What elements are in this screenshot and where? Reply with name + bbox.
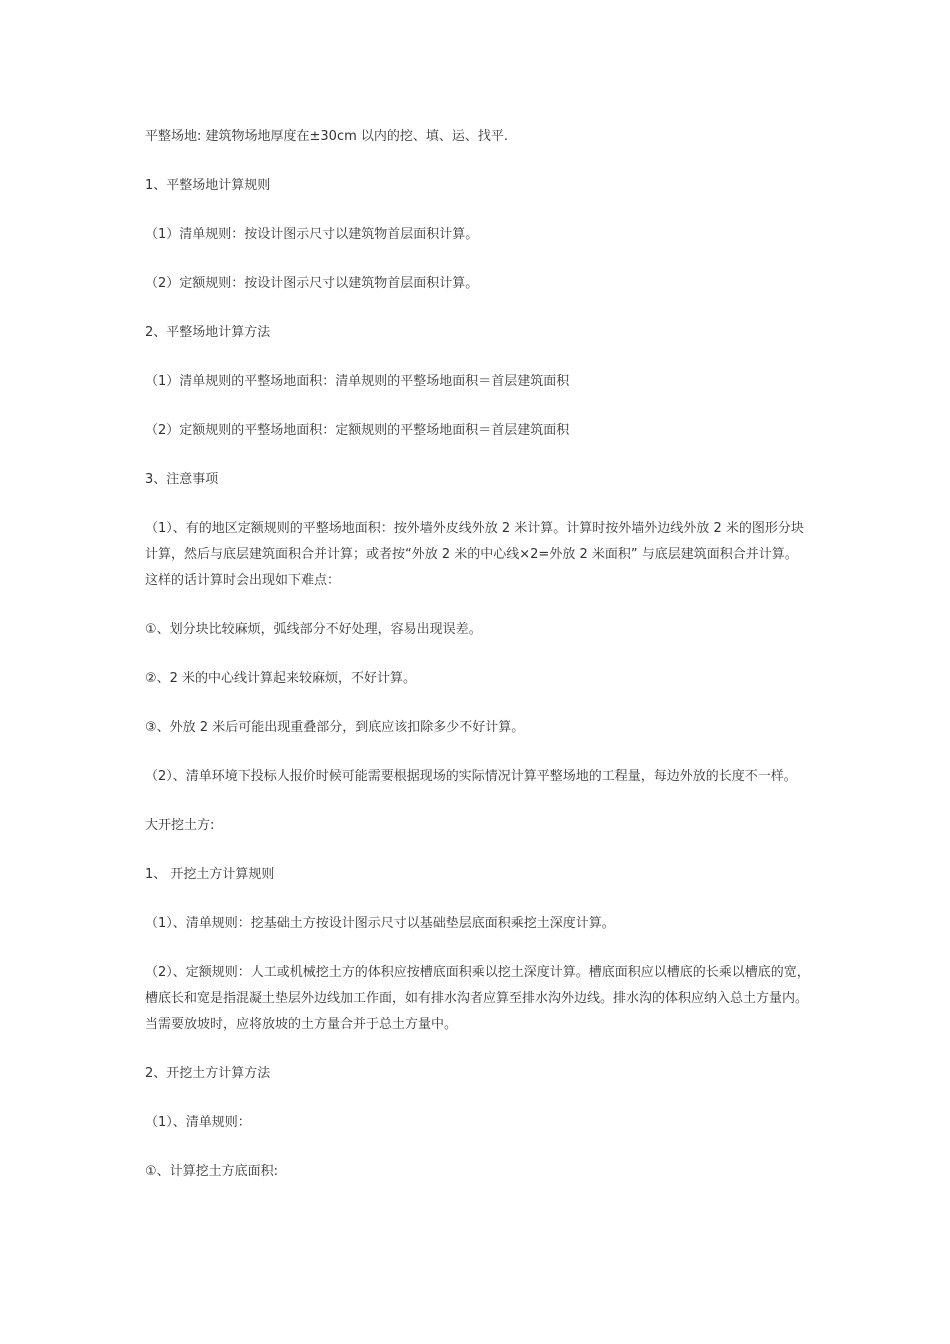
paragraph-quota-method: （2）定额规则的平整场地面积：定额规则的平整场地面积＝首层建筑面积 — [145, 423, 570, 438]
paragraph-difficulty-1: ①、划分块比较麻烦，弧线部分不好处理，容易出现误差。 — [145, 622, 482, 637]
heading-excavation-rules: 1、 开挖土方计算规则 — [145, 867, 275, 882]
heading-leveling-rules: 1、平整场地计算规则 — [145, 178, 271, 193]
paragraph-excavation-step-1: ①、计算挖土方底面积: — [145, 1164, 279, 1179]
paragraph-bill-method: （1）清单规则的平整场地面积：清单规则的平整场地面积＝首层建筑面积 — [145, 374, 570, 389]
paragraph-note-2: （2）、清单环境下投标人报价时候可能需要根据现场的实际情况计算平整场地的工程量，每边外放的长度不一样。 — [145, 769, 797, 784]
paragraph-bill-rule: （1）清单规则：按设计图示尺寸以建筑物首层面积计算。 — [145, 227, 479, 242]
heading-notes: 3、注意事项 — [145, 472, 219, 487]
heading-excavation-method: 2、开挖土方计算方法 — [145, 1066, 271, 1081]
paragraph-note-1: （1）、有的地区定额规则的平整场地面积：按外墙外皮线外放 2 米计算。计算时按外墙外边线外放 2 米的图形分块计算，然后与底层建筑面积合并计算；或者按“外放 2 米的中心线×2=外放 2 米面积” 与底层建筑面积合并计算。这样的话计算时会出现如下难点： — [145, 521, 804, 588]
paragraph-excavation-quota-rule: （2）、定额规则：人工或机械挖土方的体积应按槽底面积乘以挖土深度计算。槽底面积应以槽底的长乘以槽底的宽，槽底长和宽是指混凝土垫层外边线加工作面，如有排水沟者应算至排水沟外边线。排水沟的体积应纳入总土方量内。当需要放坡时，应将放坡的土方量合并于总土方量中。 — [145, 965, 810, 1032]
paragraph-excavation-bill-method: （1）、清单规则： — [145, 1115, 251, 1130]
paragraph-quota-rule: （2）定额规则：按设计图示尺寸以建筑物首层面积计算。 — [145, 276, 479, 291]
paragraph-site-leveling-definition: 平整场地: 建筑物场地厚度在±30cm 以内的挖、填、运、找平. — [145, 129, 509, 144]
heading-excavation: 大开挖土方: — [145, 818, 215, 833]
paragraph-difficulty-2: ②、2 米的中心线计算起来较麻烦，不好计算。 — [145, 671, 417, 686]
paragraph-difficulty-3: ③、外放 2 米后可能出现重叠部分，到底应该扣除多少不好计算。 — [145, 720, 525, 735]
document-body — [145, 124, 810, 1208]
paragraph-excavation-bill-rule: （1）、清单规则：挖基础土方按设计图示尺寸以基础垫层底面积乘挖土深度计算。 — [145, 916, 615, 931]
heading-leveling-method: 2、平整场地计算方法 — [145, 325, 271, 340]
